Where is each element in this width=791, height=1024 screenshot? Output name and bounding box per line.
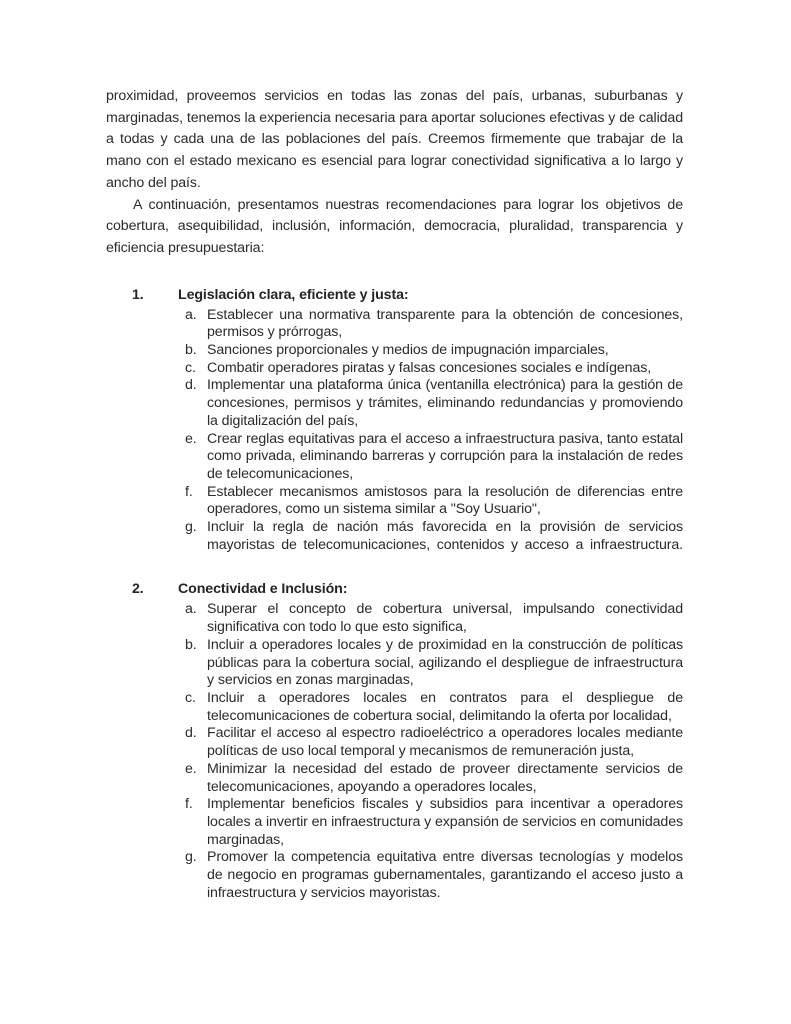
- list-item-letter: f.: [185, 796, 193, 813]
- list-item: [185, 637, 683, 690]
- list-item-letter: e.: [185, 760, 197, 777]
- section-item-list: [185, 307, 683, 555]
- section-title: Conectividad e Inclusión:: [178, 581, 348, 598]
- list-item: [185, 360, 683, 378]
- list-item-letter: a.: [185, 306, 197, 323]
- list-item-letter: b.: [185, 636, 197, 653]
- list-item: [185, 431, 683, 484]
- section-number: 2.: [132, 581, 144, 598]
- list-item: [185, 601, 683, 636]
- list-item-text: Superar el concepto de cobertura universal, impulsando conectividad significativa con todo lo que esto significa,: [207, 601, 683, 636]
- section-title: Legislación clara, eficiente y justa:: [178, 286, 409, 303]
- list-item-letter: d.: [185, 377, 197, 394]
- paragraph-intro-recommendations: A continuación, presentamos nuestras recomendaciones para lograr los objetivos de cobertura, asequibilidad, inclusión, información, democracia, pluralidad, transparencia y eficiencia presupuestaria:: [106, 196, 683, 256]
- list-item-text: Implementar una plataforma única (ventanilla electrónica) para la gestión de concesiones, permisos y trámites, eliminando redundancias y promoviendo la digitalización del país,: [207, 377, 683, 429]
- paragraph-continuation: proximidad, proveemos servicios en todas las zonas del país, urbanas, suburbanas y marginadas, tenemos la experiencia necesaria para aportar soluciones efectivas y de calidad a todas y cada una de las poblaciones del país. Creemos firmemente que trabajar de la mano con el estado mexicano es esencial para lograr conectividad significativa a lo largo y ancho del país.: [106, 88, 683, 191]
- list-item: [185, 725, 683, 760]
- list-item-letter: g.: [185, 519, 197, 536]
- list-item-text: Incluir a operadores locales y de proximidad en la construcción de políticas públicas para la cobertura social, agilizando el despliegue de infraestructura y servicios en zonas marginadas,: [207, 636, 683, 689]
- list-item: [185, 849, 683, 902]
- list-item-text: Crear reglas equitativas para el acceso a infraestructura pasiva, tanto estatal como privada, eliminando barreras y corrupción para la instalación de redes de telecomunicaciones,: [207, 430, 683, 482]
- list-item-text: Combatir operadores piratas y falsas concesiones sociales e indígenas,: [207, 359, 652, 376]
- list-item: [185, 307, 683, 342]
- list-item: [185, 796, 683, 849]
- list-item: [185, 761, 683, 796]
- list-item-text: Implementar beneficios fiscales y subsidios para incentivar a operadores locales a invertir en infraestructura y expansión de servicios en comunidades marginadas,: [207, 796, 683, 848]
- list-item-text: Promover la competencia equitativa entre diversas tecnologías y modelos de negocio en programas gubernamentales, garantizando el acceso justo a infraestructura y servicios mayoristas.: [207, 849, 683, 901]
- list-item: [185, 342, 683, 360]
- section-item-list: [185, 601, 683, 902]
- list-item-letter: c.: [185, 359, 196, 376]
- section-heading: [106, 580, 683, 598]
- list-item-letter: d.: [185, 725, 197, 742]
- list-item: [185, 484, 683, 519]
- list-item-letter: b.: [185, 342, 197, 359]
- section-heading: [106, 286, 683, 304]
- list-item-letter: e.: [185, 430, 197, 447]
- list-item-text: Establecer una normativa transparente para la obtención de concesiones, permisos y prórrogas,: [207, 306, 683, 341]
- list-item-letter: f.: [185, 483, 193, 500]
- list-item-letter: c.: [185, 689, 196, 706]
- list-item-text: Establecer mecanismos amistosos para la resolución de diferencias entre operadores, como un sistema similar a "Soy Usuario",: [207, 483, 683, 518]
- list-item-letter: g.: [185, 849, 197, 866]
- section-conectividad: [106, 580, 683, 902]
- list-item: [185, 690, 683, 725]
- section-number: 1.: [132, 286, 144, 303]
- list-item-text: Facilitar el acceso al espectro radioeléctrico a operadores locales mediante políticas de uso local temporal y mecanismos de remuneración justa,: [207, 725, 683, 760]
- list-item-text: Incluir la regla de nación más favorecida en la provisión de servicios mayoristas de telecomunicaciones, contenidos y acceso a infraestructura.: [207, 519, 683, 553]
- list-item-letter: a.: [185, 601, 197, 618]
- list-item: [185, 377, 683, 430]
- list-item: [185, 519, 683, 554]
- list-item-text: Sanciones proporcionales y medios de impugnación imparciales,: [207, 342, 609, 359]
- list-item-text: Minimizar la necesidad del estado de proveer directamente servicios de telecomunicaciones, apoyando a operadores locales,: [207, 760, 683, 795]
- document-content: [106, 86, 683, 902]
- section-legislacion: [106, 286, 683, 555]
- list-item-text: Incluir a operadores locales en contratos para el despliegue de telecomunicaciones de cobertura social, delimitando la oferta por localidad,: [207, 689, 683, 724]
